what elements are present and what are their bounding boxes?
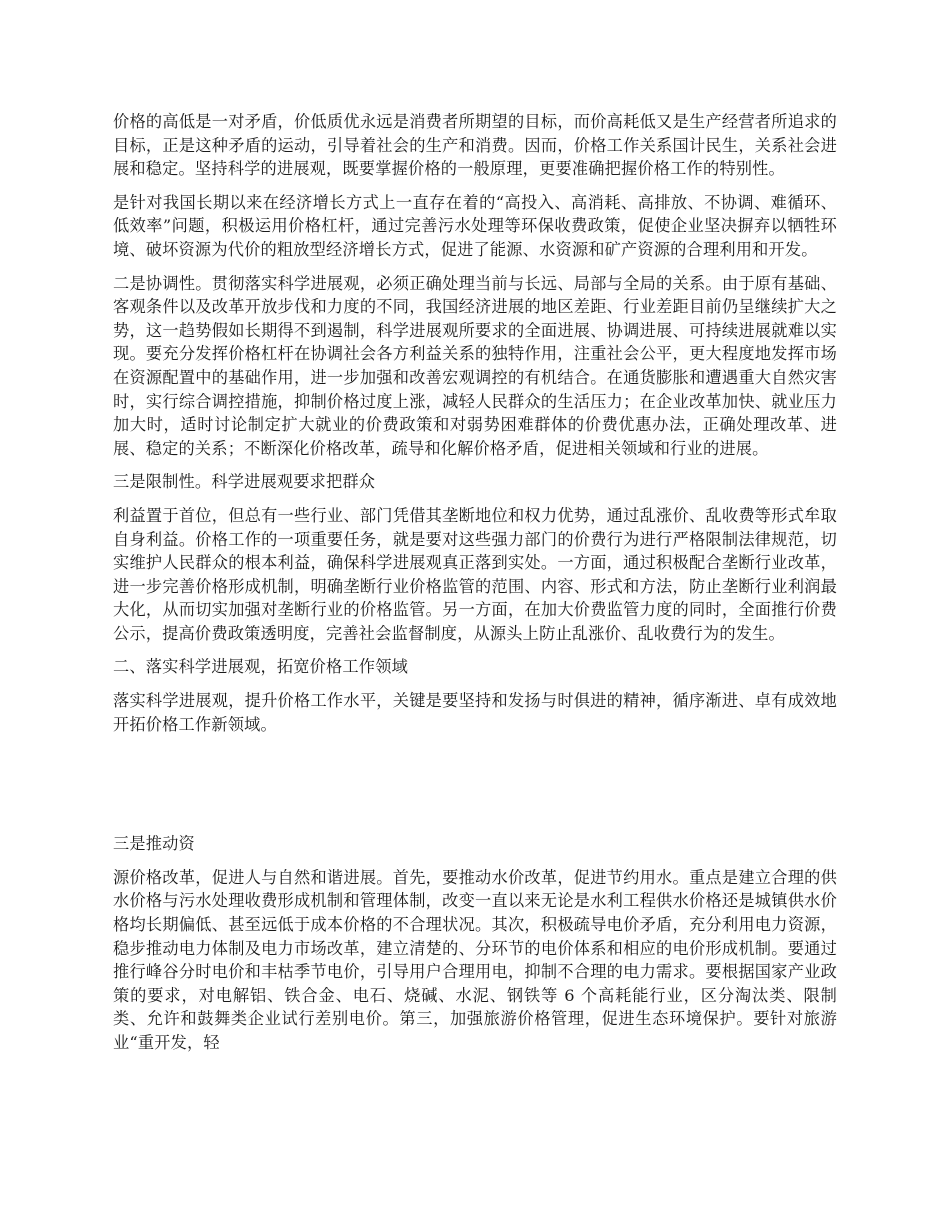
paragraph-expand-fields: 落实科学进展观，提升价格工作水平，关键是要坚持和发扬与时俱进的精神，循序渐进、卓有成效地开拓价格工作新领域。 (113, 691, 837, 734)
section-heading-expand-fields: 二、落实科学进展观，拓宽价格工作领域 (113, 657, 408, 677)
document-body (113, 110, 837, 1055)
paragraph-price-contradiction: 价格的高低是一对矛盾，价低质优永远是消费者所期望的目标，而价高耗低又是生产经营者所追求的目标，正是这种矛盾的运动，引导着社会的生产和消费。因而，价格工作关系国计民生，关系社会进展和稳定。坚持科学的进展观，既要掌握价格的一般原理，更要准确把握价格工作的特别性。 (113, 112, 837, 179)
paragraph-coordination: 二是协调性。贯彻落实科学进展观，必须正确处理当前与长远、局部与全局的关系。由于原有基础、客观条件以及改革开放步伐和力度的不同，我国经济进展的地区差距、行业差距目前仍呈继续扩大之势，这一趋势假如长期得不到遏制，科学进展观所要求的全面进展、协调进展、可持续进展就难以实现。要充分发挥价格杠杆在协调社会各方利益关系的独特作用，注重社会公平，更大程度地发挥市场在资源配置中的基础作用，进一步加强和改善宏观调控的有机结合。在通货膨胀和遭遇重大自然灾害时，实行综合调控措施，抑制价格过度上涨，减轻人民群众的生活压力；在企业改革加快、就业压力加大时，适时讨论制定扩大就业的价费政策和对弱势困难群体的价费优惠办法，正确处理改革、进展、稳定的关系；不断深化价格改革，疏导和化解价格矛盾，促进相关领域和行业的进展。 (113, 273, 837, 458)
paragraph-growth-mode: 是针对我国长期以来在经济增长方式上一直存在着的“高投入、高消耗、高排放、不协调、难循环、低效率”问题，积极运用价格杠杆，通过完善污水处理等环保收费政策，促使企业坚决摒弃以牺牲环境、破坏资源为代价的粗放型经济增长方式，促进了能源、水资源和矿产资源的合理利用和开发。 (113, 192, 837, 259)
paragraph-resource-heading: 三是推动资 (113, 834, 195, 854)
paragraph-resource-body: 源价格改革，促进人与自然和谐进展。首先，要推动水价改革，促进节约用水。重点是建立合理的供水价格与污水处理收费形成机制和管理体制，改变一直以来无论是水利工程供水价格还是城镇供水价格均长期偏低、甚至远低于成本价格的不合理状况。其次，积极疏导电价矛盾，充分利用电力资源，稳步推动电力体制及电力市场改革，建立清楚的、分环节的电价体系和相应的电价形成机制。要通过推行峰谷分时电价和丰枯季节电价，引导用户合理用电，抑制不合理的电力需求。要根据国家产业政策的要求，对电解铝、铁合金、电石、烧碱、水泥、钢铁等 6 个高耗能行业，区分淘汰类、限制类、允许和鼓舞类企业试行差别电价。第三，加强旅游价格管理，促进生态环境保护。要针对旅游业“重开发，轻 (113, 867, 837, 1052)
paragraph-restriction-heading: 三是限制性。科学进展观要求把群众 (113, 472, 376, 492)
paragraph-restriction-body: 利益置于首位，但总有一些行业、部门凭借其垄断地位和权力优势，通过乱涨价、乱收费等形式牟取自身利益。价格工作的一项重要任务，就是要对这些强力部门的价费行为进行严格限制法律规范，切实维护人民群众的根本利益，确保科学进展观真正落到实处。一方面，通过积极配合垄断行业改革，进一步完善价格形成机制，明确垄断行业价格监管的范围、内容、形式和方法，防止垄断行业利润最大化，从而切实加强对垄断行业的价格监管。另一方面，在加大价费监管力度的同时，全面推行价费公示，提高价费政策透明度，完善社会监督制度，从源头上防止乱涨价、乱收费行为的发生。 (113, 505, 837, 643)
